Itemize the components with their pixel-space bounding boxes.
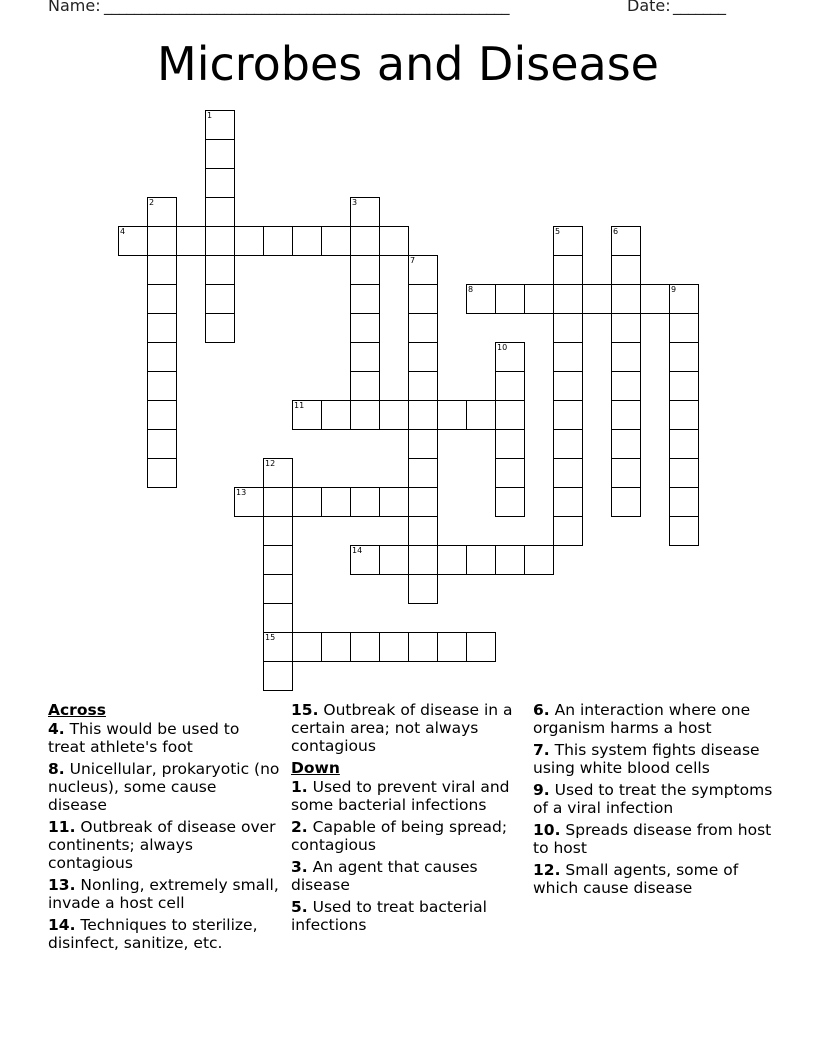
page-title: Microbes and Disease [157,37,659,91]
crossword-cell[interactable] [669,516,699,546]
crossword-cell[interactable] [553,255,583,285]
clue-down-7: 7. This system fights disease using white blood cells [533,741,760,777]
crossword-cell[interactable] [379,400,409,430]
crossword-cell[interactable] [524,284,554,314]
crossword-cell[interactable] [408,400,438,430]
crossword-cell[interactable] [408,516,438,546]
crossword-cell[interactable] [205,226,235,256]
crossword-cell[interactable] [321,226,351,256]
crossword-cell[interactable] [321,632,351,662]
clue-number: 11 [294,401,305,410]
crossword-cell[interactable] [611,284,641,314]
clue-number: 12 [265,459,276,468]
crossword-cell[interactable] [495,284,525,314]
crossword-cell[interactable] [669,284,699,314]
clue-down-1: 1. Used to prevent viral and some bacterial infections [291,778,510,814]
crossword-cell[interactable] [669,371,699,401]
crossword-cell[interactable] [350,371,380,401]
crossword-cell[interactable] [408,313,438,343]
clue-number: 14 [352,546,363,555]
crossword-cell[interactable] [234,487,264,517]
date-label: Date: [627,0,671,15]
crossword-cell[interactable] [553,458,583,488]
crossword-cell[interactable] [205,168,235,198]
crossword-cell[interactable] [147,458,177,488]
crossword-cell[interactable] [669,342,699,372]
crossword-cell[interactable] [408,342,438,372]
crossword-cell[interactable] [263,603,293,633]
crossword-cell[interactable] [553,342,583,372]
crossword-cell[interactable] [205,110,235,140]
crossword-cell[interactable] [466,545,496,575]
crossword-cell[interactable] [466,284,496,314]
crossword-cell[interactable] [553,284,583,314]
crossword-cell[interactable] [350,284,380,314]
crossword-cell[interactable] [408,371,438,401]
crossword-cell[interactable] [669,400,699,430]
clue-number: 5 [555,227,561,236]
name-line: ______________________________________________________ [104,0,509,15]
clue-number: 4 [120,227,126,236]
crossword-cell[interactable] [263,574,293,604]
crossword-cell[interactable] [553,400,583,430]
clue-number: 1 [207,111,213,120]
crossword-cell[interactable] [437,632,467,662]
clue-number: 3 [352,198,358,207]
clue-across-8: 8. Unicellular, prokaryotic (no nucleus), some cause disease [48,760,280,814]
crossword-cell[interactable] [350,400,380,430]
crossword-cell[interactable] [205,139,235,169]
crossword-cell[interactable] [350,197,380,227]
crossword-cell[interactable] [350,226,380,256]
crossword-cell[interactable] [611,342,641,372]
clue-down-12: 12. Small agents, some of which cause disease [533,861,739,897]
crossword-cell[interactable] [118,226,148,256]
crossword-cell[interactable] [495,458,525,488]
crossword-cell[interactable] [292,632,322,662]
crossword-cell[interactable] [176,226,206,256]
crossword-cell[interactable] [321,487,351,517]
crossword-cell[interactable] [350,255,380,285]
crossword-cell[interactable] [379,545,409,575]
date-line: _______ [673,0,726,15]
crossword-cell[interactable] [408,255,438,285]
crossword-cell[interactable] [466,400,496,430]
crossword-cell[interactable] [147,226,177,256]
clue-number: 15 [265,633,276,642]
crossword-cell[interactable] [205,313,235,343]
crossword-cell[interactable] [495,400,525,430]
clue-down-5: 5. Used to treat bacterial infections [291,898,487,934]
clues-column-3 [533,701,773,901]
crossword-cell[interactable] [408,429,438,459]
crossword-cell[interactable] [379,226,409,256]
crossword-cell[interactable] [350,545,380,575]
clue-number: 13 [236,488,247,497]
crossword-cell[interactable] [205,197,235,227]
clue-across-11: 11. Outbreak of disease over continents; always contagious [48,818,276,872]
crossword-cell[interactable] [321,400,351,430]
crossword-cell[interactable] [553,487,583,517]
clue-down-10: 10. Spreads disease from host to host [533,821,772,857]
crossword-cell[interactable] [263,487,293,517]
crossword-cell[interactable] [147,313,177,343]
crossword-cell[interactable] [147,371,177,401]
crossword-cell[interactable] [263,226,293,256]
clue-across-15: 15. Outbreak of disease in a certain area; not always contagious [291,701,513,755]
crossword-cell[interactable] [611,429,641,459]
crossword-cell[interactable] [234,226,264,256]
crossword-cell[interactable] [408,487,438,517]
crossword-cell[interactable] [495,487,525,517]
crossword-cell[interactable] [495,371,525,401]
crossword-cell[interactable] [350,313,380,343]
down-heading: Down [291,759,340,777]
crossword-cell[interactable] [611,226,641,256]
crossword-cell[interactable] [640,284,670,314]
crossword-cell[interactable] [669,429,699,459]
crossword-cell[interactable] [437,545,467,575]
crossword-cell[interactable] [147,284,177,314]
crossword-cell[interactable] [350,342,380,372]
crossword-cell[interactable] [292,487,322,517]
crossword-cell[interactable] [611,400,641,430]
crossword-cell[interactable] [205,255,235,285]
crossword-cell[interactable] [611,371,641,401]
crossword-cell[interactable] [553,429,583,459]
clue-across-13: 13. Nonling, extremely small, invade a host cell [48,876,279,912]
crossword-cell[interactable] [553,371,583,401]
crossword-cell[interactable] [408,284,438,314]
crossword-cell[interactable] [292,400,322,430]
crossword-cell[interactable] [582,284,612,314]
crossword-cell[interactable] [408,545,438,575]
crossword-cell[interactable] [495,429,525,459]
crossword-cell[interactable] [263,458,293,488]
crossword-cell[interactable] [147,342,177,372]
crossword-cell[interactable] [350,487,380,517]
crossword-cell[interactable] [292,226,322,256]
clue-number: 6 [613,227,619,236]
clues-column-1 [48,701,280,956]
name-label: Name: [48,0,101,15]
crossword-cell[interactable] [147,429,177,459]
clue-down-9: 9. Used to treat the symptoms of a viral infection [533,781,773,817]
crossword-cell[interactable] [669,487,699,517]
crossword-cell[interactable] [553,516,583,546]
crossword-cell[interactable] [611,313,641,343]
crossword-cell[interactable] [147,197,177,227]
crossword-cell[interactable] [611,487,641,517]
clue-down-2: 2. Capable of being spread; contagious [291,818,508,854]
crossword-cell[interactable] [263,661,293,691]
crossword-cell[interactable] [611,458,641,488]
crossword-cell[interactable] [524,545,554,575]
clue-number: 8 [468,285,474,294]
crossword-cell[interactable] [669,458,699,488]
crossword-cell[interactable] [495,342,525,372]
crossword-cell[interactable] [553,226,583,256]
crossword-cell[interactable] [408,458,438,488]
crossword-cell[interactable] [466,632,496,662]
clue-number: 2 [149,198,155,207]
crossword-cell[interactable] [408,574,438,604]
crossword-cell[interactable] [553,313,583,343]
crossword-cell[interactable] [147,400,177,430]
crossword-cell[interactable] [611,255,641,285]
clues-column-2 [291,701,523,938]
crossword-cell[interactable] [379,487,409,517]
clue-number: 9 [671,285,677,294]
crossword-cell[interactable] [205,284,235,314]
clue-number: 7 [410,256,416,265]
crossword-cell[interactable] [263,545,293,575]
crossword-cell[interactable] [669,313,699,343]
crossword-cell[interactable] [263,516,293,546]
crossword-cell[interactable] [147,255,177,285]
clue-down-3: 3. An agent that causes disease [291,858,478,894]
clue-across-14: 14. Techniques to sterilize, disinfect, sanitize, etc. [48,916,258,952]
crossword-cell[interactable] [350,632,380,662]
crossword-cell[interactable] [408,632,438,662]
clue-down-6: 6. An interaction where one organism harms a host [533,701,751,737]
crossword-cell[interactable] [379,632,409,662]
clue-number: 10 [497,343,508,352]
crossword-cell[interactable] [495,545,525,575]
across-heading: Across [48,701,106,719]
clue-across-4: 4. This would be used to treat athlete's foot [48,720,240,756]
crossword-cell[interactable] [263,632,293,662]
crossword-cell[interactable] [437,400,467,430]
